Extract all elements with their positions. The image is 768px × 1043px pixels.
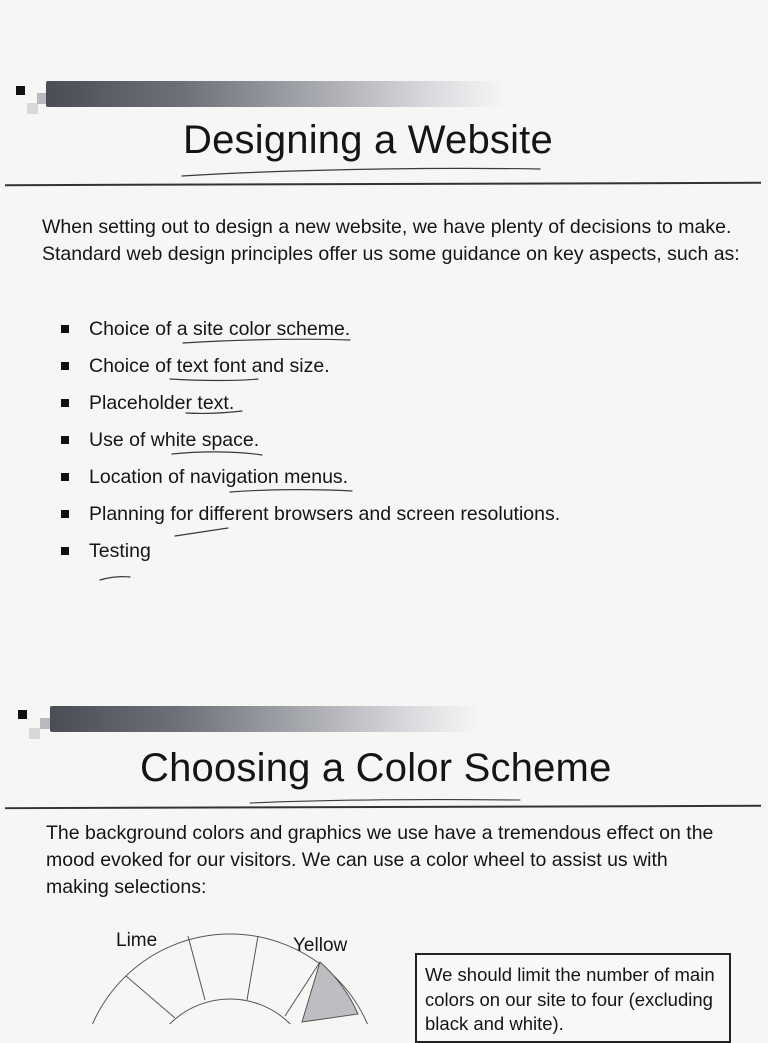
list-item: Choice of a site color scheme. xyxy=(61,316,560,353)
handwritten-underlines xyxy=(0,660,768,820)
decor-square-light xyxy=(27,103,38,114)
list-item: Use of white space. xyxy=(61,427,560,464)
pen-stroke-testing xyxy=(100,577,130,580)
title-divider xyxy=(5,805,761,809)
bullet-square-icon xyxy=(61,473,69,481)
wheel-divider xyxy=(247,936,258,1000)
wheel-label-yellow: Yellow xyxy=(293,935,348,956)
color-wheel-inner-ring xyxy=(145,999,315,1024)
intro-paragraph: The background colors and graphics we use have a tremendous effect on the mood evoked for our visitors. We can use a color wheel to assist us with making selections: xyxy=(46,822,714,898)
wheel-divider xyxy=(188,936,205,1000)
wheel-label-lime: Lime xyxy=(116,930,158,951)
list-item: Testing xyxy=(61,538,560,575)
list-item: Placeholder text. xyxy=(61,390,560,427)
intro-paragraph: When setting out to design a new website, we have plenty of decisions to make. Standard web design principles offer us some guidance on key aspects, such as: xyxy=(42,216,740,265)
bullet-square-icon xyxy=(61,325,69,333)
bullet-square-icon xyxy=(61,510,69,518)
list-item: Location of navigation menus. xyxy=(61,464,560,501)
wheel-divider xyxy=(285,962,320,1016)
page-title: Designing a Website xyxy=(183,118,553,162)
bullet-square-icon xyxy=(61,547,69,555)
color-limit-note: We should limit the number of main colors on our site to four (excluding black and white). xyxy=(415,953,731,1043)
pen-underline-title xyxy=(182,168,540,176)
title-banner-gradient xyxy=(46,81,506,107)
decor-square-dark xyxy=(18,710,27,719)
page-title: Choosing a Color Scheme xyxy=(140,746,612,790)
decor-square-dark xyxy=(16,86,25,95)
wheel-segment-shaded xyxy=(302,962,358,1022)
bullet-square-icon xyxy=(61,362,69,370)
bullet-square-icon xyxy=(61,399,69,407)
decor-square-light xyxy=(29,728,40,739)
design-aspects-list xyxy=(61,316,560,575)
title-banner-gradient xyxy=(50,706,480,732)
wheel-divider xyxy=(126,976,175,1018)
bullet-square-icon xyxy=(61,436,69,444)
list-item: Planning for different browsers and screen resolutions. xyxy=(61,501,560,538)
pen-underline-title xyxy=(250,800,520,803)
title-divider xyxy=(5,182,761,186)
list-item: Choice of text font and size. xyxy=(61,353,560,390)
slide-choosing-a-color-scheme xyxy=(0,660,768,1034)
